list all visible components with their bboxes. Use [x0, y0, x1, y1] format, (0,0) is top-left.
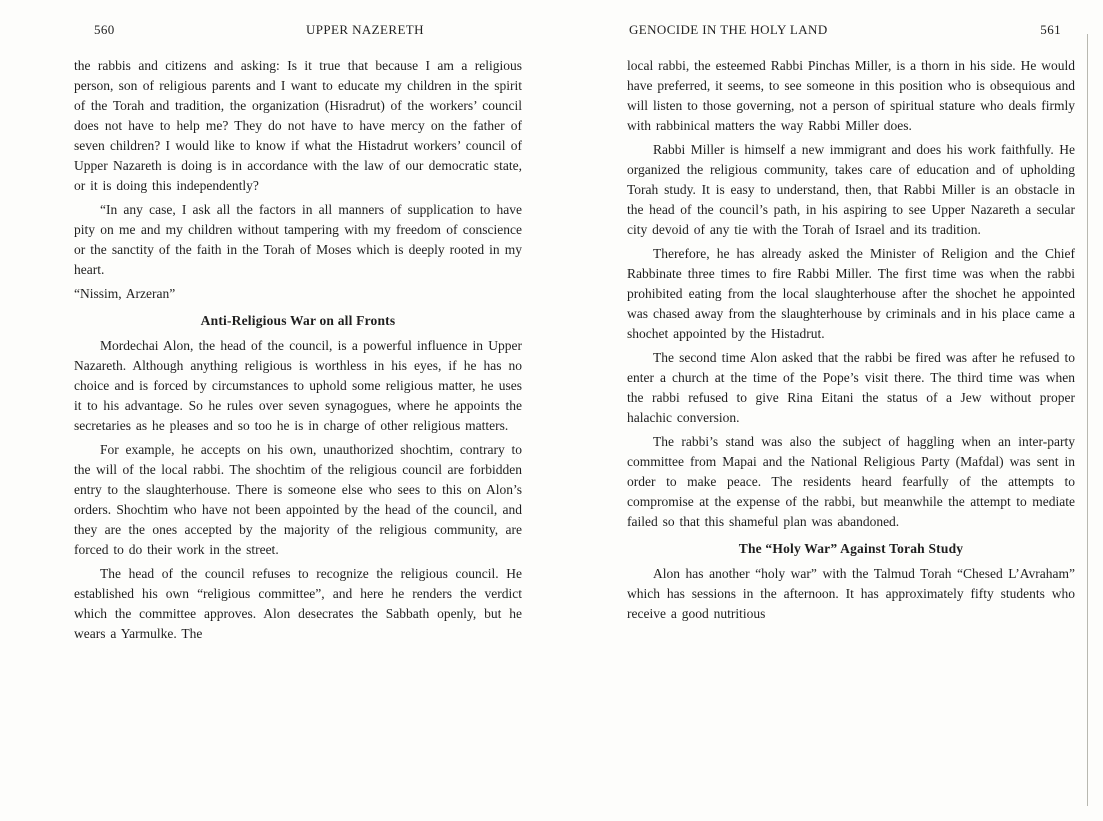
paragraph: Therefore, he has already asked the Minister of Religion and the Chief Rabbinate three times to fire Rabbi Miller. The first time was when the rabbi prohibited eating from the local slaughterhouse after the shochet he appointed was chased away from the slaughterhouse by criminals and in his place came a shochet appointed by the Histadrut. [627, 246, 1075, 341]
right-page-body [627, 56, 1075, 624]
left-page-header [74, 22, 522, 40]
left-page [74, 22, 522, 648]
paragraph: local rabbi, the esteemed Rabbi Pinchas Miller, is a thorn in his side. He would have preferred, it seems, to see someone in this position who is obsequious and will listen to those governing, not a person of spiritual stature who deals firmly with rabbinical matters the way Rabbi Miller does. [627, 58, 1075, 133]
paragraph: Mordechai Alon, the head of the council, is a powerful influence in Upper Nazareth. Although anything religious is worthless in his eyes, if he has no choice and is forced by circumstances to uphold some religious matter, he uses it to his advantage. So he rules over seven synagogues, where he appoints the secretaries as he pleases and so too he is in charge of other religious matters. [74, 338, 522, 433]
page-edge-line [1087, 34, 1088, 806]
right-page-header [627, 22, 1075, 40]
paragraph: the rabbis and citizens and asking: Is it true that because I am a religious person, son of religious parents and I want to educate my children in the spirit of the Torah and tradition, the organization (Hisradrut) of the workers’ council does not have to help me? They do not have to have mercy on the father of seven children? I would like to know if what the Histadrut workers’ council of Upper Nazareth is doing is in accordance with the law of our democratic state, or it is doing this independently? [74, 58, 522, 193]
left-page-body [74, 56, 522, 644]
right-page [627, 22, 1075, 628]
paragraph: The second time Alon asked that the rabbi be fired was after he refused to enter a church at the time of the Pope’s visit there. The third time was when the rabbi refused to give Rina Eitani the status of a Jew without proper halachic conversion. [627, 350, 1075, 425]
right-page-number: 561 [1040, 22, 1061, 37]
paragraph: “In any case, I ask all the factors in all manners of supplication to have pity on me and my children without tampering with my freedom of conscience or the sanctity of the faith in the Torah of Moses which is deeply rooted in my heart. [74, 202, 522, 277]
section-heading: The “Holy War” Against Torah Study [738, 541, 964, 556]
right-running-head: GENOCIDE IN THE HOLY LAND [629, 22, 828, 37]
left-running-head: UPPER NAZERETH [306, 22, 424, 37]
paragraph: The rabbi’s stand was also the subject of haggling when an inter-party committee from Mapai and the National Religious Party (Mafdal) was sent in order to make peace. The residents heard fearfully of the attempts to compromise at the expense of the rabbi, but meanwhile the attempt to mediate failed so that this shameful plan was abandoned. [627, 434, 1075, 529]
paragraph: Rabbi Miller is himself a new immigrant and does his work faithfully. He organized the religious community, takes care of education and of upholding Torah study. It is easy to understand, then, that Rabbi Miller is an obstacle in the head of the council’s path, in his aspiring to see Upper Nazareth a secular city devoid of any tie with the Torah of Israel and its tradition. [627, 142, 1075, 237]
paragraph: The head of the council refuses to recognize the religious council. He established his own “religious committee”, and here he renders the verdict which the committee approves. Alon desecrates the Sabbath openly, but he wears a Yarmulke. The [74, 566, 522, 641]
signature-line: “Nissim, Arzeran” [74, 286, 176, 301]
section-heading: Anti-Religious War on all Fronts [200, 313, 396, 328]
left-page-number: 560 [94, 22, 115, 37]
paragraph: Alon has another “holy war” with the Talmud Torah “Chesed L’Avraham” which has sessions in the afternoon. It has approximately fifty students who receive a good nutritious [627, 566, 1075, 621]
paragraph: For example, he accepts on his own, unauthorized shochtim, contrary to the will of the local rabbi. The shochtim of the religious council are forbidden entry to the slaughterhouse. There is someone else who sees to this on Alon’s orders. Shochtim who have not been appointed by the head of the council, and they are the ones accepted by the majority of the religious community, are forced to do their work in the street. [74, 442, 522, 557]
